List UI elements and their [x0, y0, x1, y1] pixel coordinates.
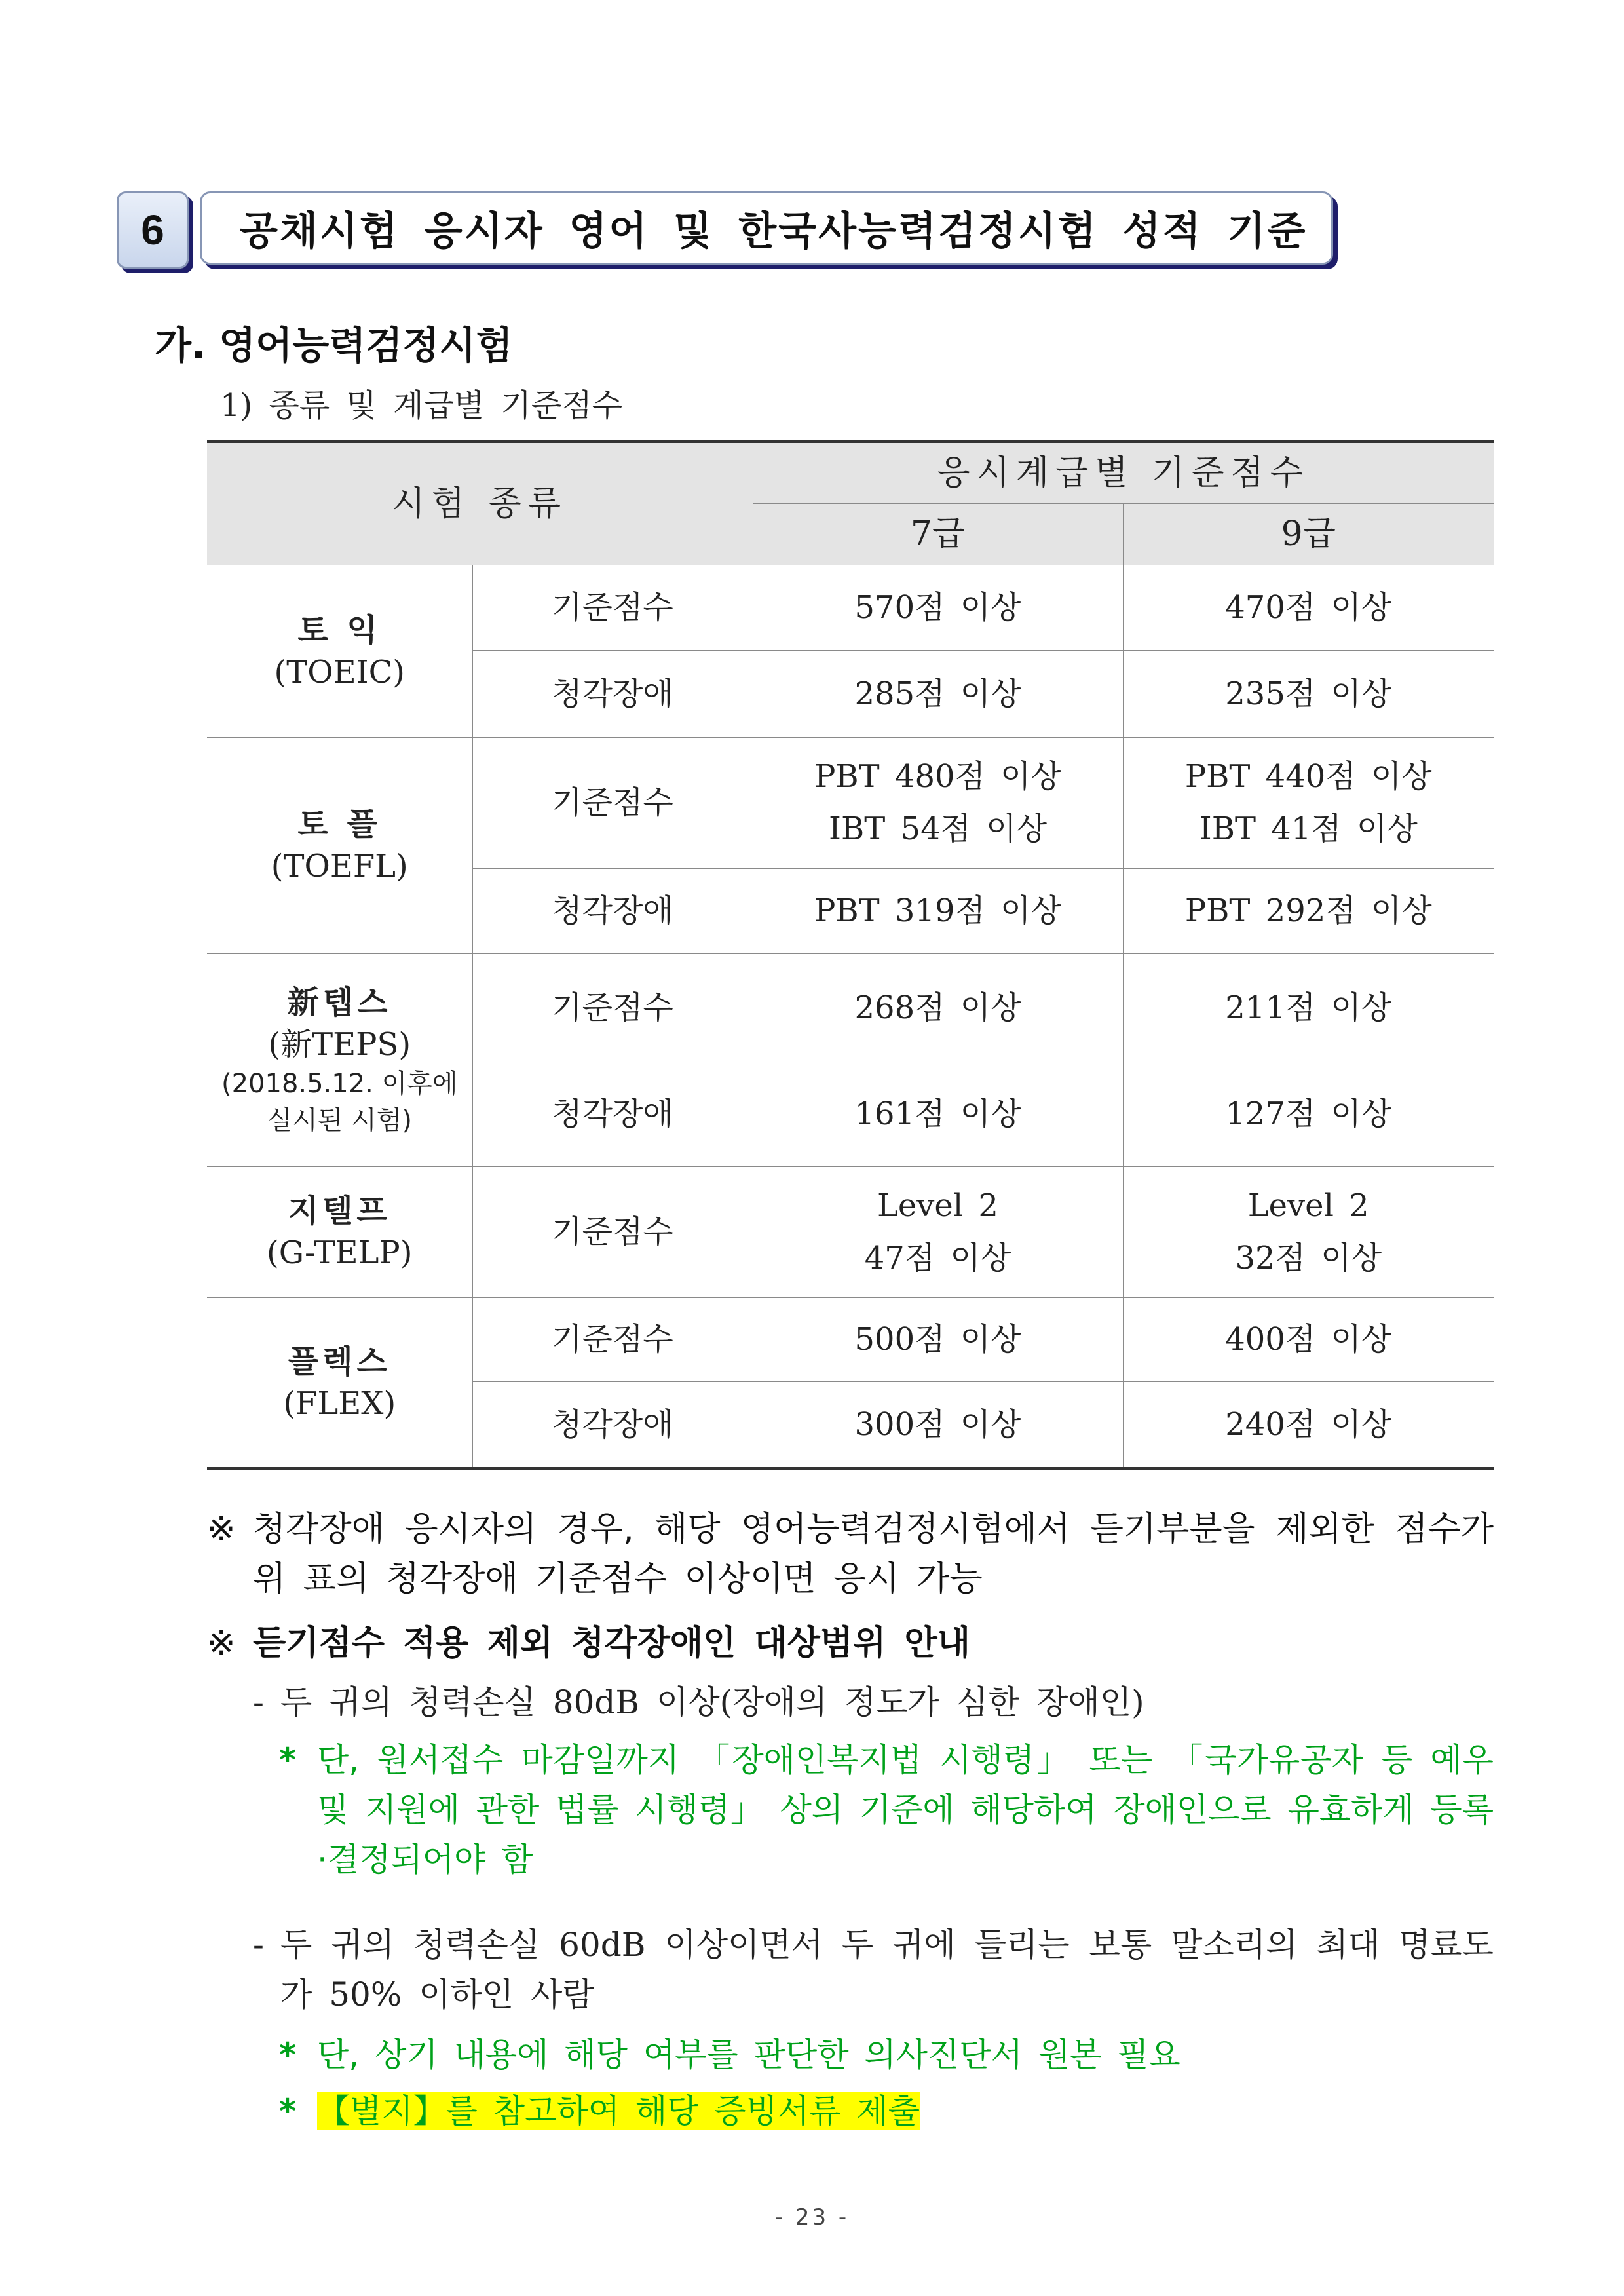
grade9-cell: 240점 이상: [1123, 1381, 1494, 1468]
criterion-cell: 기준점수: [472, 565, 753, 650]
note-text: 청각장애 응시자의 경우, 해당 영어능력검정시험에서 듣기부분을 제외한 점수가 위 표의 청각장애 기준점수 이상이면 응시 가능: [253, 1510, 1494, 1599]
exam-name: 新텝스: [287, 984, 392, 1021]
subsection-heading: 가. 영어능력검정시험: [155, 323, 513, 368]
star-note-diagnosis: [279, 2030, 1494, 2080]
grade7-cell: PBT 319점 이상: [753, 868, 1123, 953]
exam-name: 지텔프: [288, 1193, 391, 1229]
section-number-badge: 6: [117, 191, 189, 269]
dash-mark: -: [253, 1926, 264, 1964]
dash-text: 두 귀의 청력손실 80dB 이상(장애의 정도가 심한 장애인): [280, 1683, 1144, 1721]
exam-note: 실시된 시험): [267, 1105, 413, 1136]
header-grade-group: 응시계급별 기준점수: [753, 442, 1494, 503]
exam-name-en: (新TEPS): [268, 1025, 411, 1063]
dash-text: 두 귀의 청력손실 60dB 이상이면서 두 귀에 들리는 보통 말소리의 최대 명료도가 50% 이하인 사람: [280, 1926, 1494, 2014]
grade7-cell: [753, 1166, 1123, 1297]
table-row: [207, 1297, 1494, 1381]
criterion-cell: 기준점수: [472, 737, 753, 868]
exam-note: (2018.5.12. 이후에: [221, 1068, 458, 1099]
exam-name: 플렉스: [288, 1343, 391, 1380]
asterisk-mark: *: [279, 2036, 297, 2074]
grade9-cell: [1123, 737, 1494, 868]
grade7-cell: 161점 이상: [753, 1062, 1123, 1166]
exam-name-en: (TOEFL): [271, 848, 408, 885]
grade9-cell: 400점 이상: [1123, 1297, 1494, 1381]
grade9-cell: PBT 292점 이상: [1123, 868, 1494, 953]
score-line: Level 2: [1247, 1187, 1369, 1224]
grade7-cell: [753, 737, 1123, 868]
star-note-registration: [279, 1735, 1494, 1885]
exam-name: 토 플: [297, 806, 381, 843]
grade9-cell: 470점 이상: [1123, 565, 1494, 650]
reference-mark: ※: [207, 1624, 236, 1663]
star-text: [317, 2086, 1494, 2136]
exam-name-en: (FLEX): [283, 1385, 396, 1422]
reference-mark: ※: [207, 1510, 236, 1549]
asterisk-mark: *: [279, 1741, 297, 1779]
criterion-cell: 청각장애: [472, 1381, 753, 1468]
note-text: 듣기점수 적용 제외 청각장애인 대상범위 안내: [253, 1624, 970, 1663]
criterion-cell: 청각장애: [472, 650, 753, 737]
exam-cell-toeic: [207, 565, 472, 737]
criterion-cell: 기준점수: [472, 1297, 753, 1381]
note-scope-heading: [207, 1618, 1494, 1668]
exam-name-en: (G-TELP): [267, 1234, 413, 1271]
criterion-cell: 청각장애: [472, 1062, 753, 1166]
table-row: [207, 737, 1494, 868]
score-line: PBT 440점 이상: [1184, 758, 1432, 795]
score-line: IBT 54점 이상: [829, 811, 1047, 847]
grade9-cell: 127점 이상: [1123, 1062, 1494, 1166]
star-text: 단, 원서접수 마감일까지 「장애인복지법 시행령」 또는 「국가유공자 등 예우 및 지원에 관한 법률 시행령」 상의 기준에 해당하여 장애인으로 유효하게 등록·결정되어야 함: [317, 1741, 1494, 1879]
star-note-attachment: [279, 2086, 1494, 2136]
subsection-item: 1) 종류 및 계급별 기준점수: [220, 387, 622, 424]
table-row: [207, 953, 1494, 1062]
header-grade7: 7급: [753, 503, 1123, 565]
grade7-cell: 268점 이상: [753, 953, 1123, 1062]
score-line: 32점 이상: [1235, 1240, 1382, 1276]
star-text: 단, 상기 내용에 해당 여부를 판단한 의사진단서 원본 필요: [317, 2036, 1180, 2074]
asterisk-mark: *: [279, 2092, 297, 2130]
section-title: 공채시험 응시자 영어 및 한국사능력검정시험 성적 기준: [200, 191, 1333, 265]
score-line: IBT 41점 이상: [1199, 811, 1418, 847]
score-line: Level 2: [877, 1187, 998, 1224]
highlighted-text: 【별지】를 참고하여 해당 증빙서류 제출: [317, 2092, 920, 2130]
exam-cell-toefl: [207, 737, 472, 953]
score-line: PBT 480점 이상: [814, 758, 1061, 795]
grade7-cell: 285점 이상: [753, 650, 1123, 737]
grade7-cell: 500점 이상: [753, 1297, 1123, 1381]
table-row: [207, 565, 1494, 650]
exam-name-en: (TOEIC): [274, 653, 406, 691]
grade9-cell: 235점 이상: [1123, 650, 1494, 737]
dash-item-60db: [253, 1920, 1494, 2019]
criterion-cell: 기준점수: [472, 953, 753, 1062]
grade9-cell: [1123, 1166, 1494, 1297]
grade7-cell: 570점 이상: [753, 565, 1123, 650]
page-number: - 23 -: [774, 2204, 850, 2230]
header-exam-type: 시험 종류: [207, 442, 753, 565]
header-grade9: 9급: [1123, 503, 1494, 565]
criterion-cell: 기준점수: [472, 1166, 753, 1297]
exam-name: 토 익: [297, 611, 381, 649]
score-table: [207, 440, 1494, 1470]
criterion-cell: 청각장애: [472, 868, 753, 953]
exam-cell-gtelp: [207, 1166, 472, 1297]
exam-cell-flex: [207, 1297, 472, 1468]
note-hearing-impaired: [207, 1504, 1494, 1604]
table-row: [207, 1166, 1494, 1297]
grade9-cell: 211점 이상: [1123, 953, 1494, 1062]
dash-mark: -: [253, 1683, 264, 1721]
exam-cell-teps: [207, 953, 472, 1166]
grade7-cell: 300점 이상: [753, 1381, 1123, 1468]
score-line: 47점 이상: [864, 1240, 1011, 1276]
dash-item-80db: [253, 1677, 1494, 1727]
